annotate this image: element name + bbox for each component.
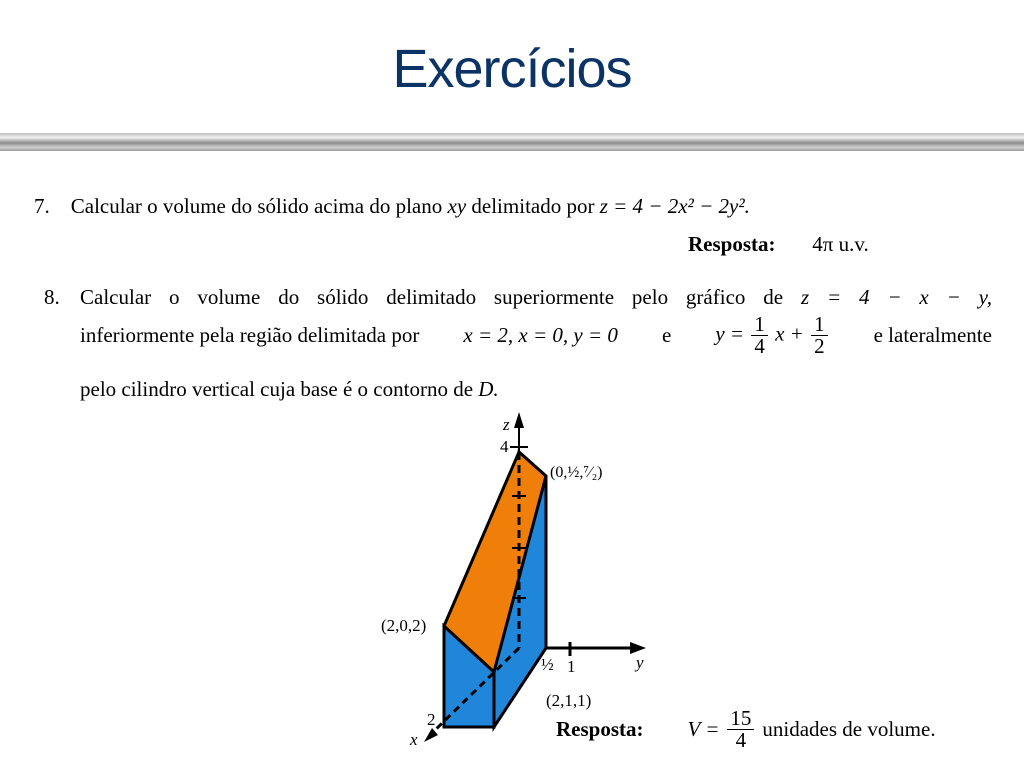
tick-label-x-2: 2 [427, 710, 436, 729]
point-label-left: (2,0,2) [381, 616, 427, 635]
exercise-7-answer-label: Resposta: [688, 232, 776, 256]
exercise-8-answer [556, 708, 936, 751]
x-axis-arrow [424, 728, 438, 742]
frac-den: 4 [735, 728, 747, 752]
exercise-8-line-3-D: D. [478, 377, 499, 401]
exercise-7-answer-value: 4π u.v. [812, 232, 869, 256]
axis-label-z: z [503, 415, 510, 434]
tick-label-z-4: 4 [500, 437, 509, 456]
z-axis-arrow [514, 412, 524, 428]
eq-x: x + [775, 321, 804, 346]
exercise-8-line-1-text: Calcular o volume do sólido delimitado superiormente pelo gráfico de [80, 285, 784, 309]
exercise-7-plane: xy [447, 194, 467, 218]
page-title: Exercícios [392, 39, 632, 99]
exercise-8-line-1-equation: z = 4 − x − y, [800, 285, 993, 309]
frac-num: 1 [811, 314, 828, 336]
axis-label-x: x [410, 730, 418, 749]
frac-num: 1 [751, 314, 768, 336]
eq-y: y = [715, 321, 745, 346]
tick-label-y-1: 1 [567, 657, 576, 676]
exercise-8-line-3-text: pelo cilindro vertical cuja base é o contorno de [80, 377, 474, 401]
frac-den: 4 [754, 334, 765, 358]
answer-fraction [727, 708, 754, 751]
exercise-8-number: 8. [44, 285, 60, 309]
exercise-8-line-2-text: inferiormente pela região delimitada por [80, 323, 420, 347]
point-label-bottom: (2,1,1) [546, 691, 592, 710]
exercise-7-text2: delimitado por [471, 194, 595, 218]
exercise-8-line-2-equation: x = 2, x = 0, y = 0 [463, 323, 618, 347]
tick-label-y-half: ½ [541, 655, 554, 674]
exercise-8-answer-label: Resposta: [556, 717, 644, 741]
frac-den: 2 [814, 334, 825, 358]
exercise-8-line-2-e: e [661, 323, 672, 347]
exercise-7-text: Calcular o volume do sólido acima do plano [70, 194, 443, 218]
answer-v: V = [687, 717, 720, 741]
answer-units: unidades de volume. [762, 717, 936, 741]
exercise-7-number: 7. [34, 194, 50, 218]
exercise-8-line-2-end: e lateralmente [873, 323, 992, 347]
point-label-top: (0,½,⁷⁄₂) [550, 464, 603, 481]
frac-num: 15 [727, 708, 754, 730]
exercise-7-equation: z = 4 − 2x² − 2y². [599, 194, 750, 218]
axis-label-y: y [636, 653, 644, 672]
